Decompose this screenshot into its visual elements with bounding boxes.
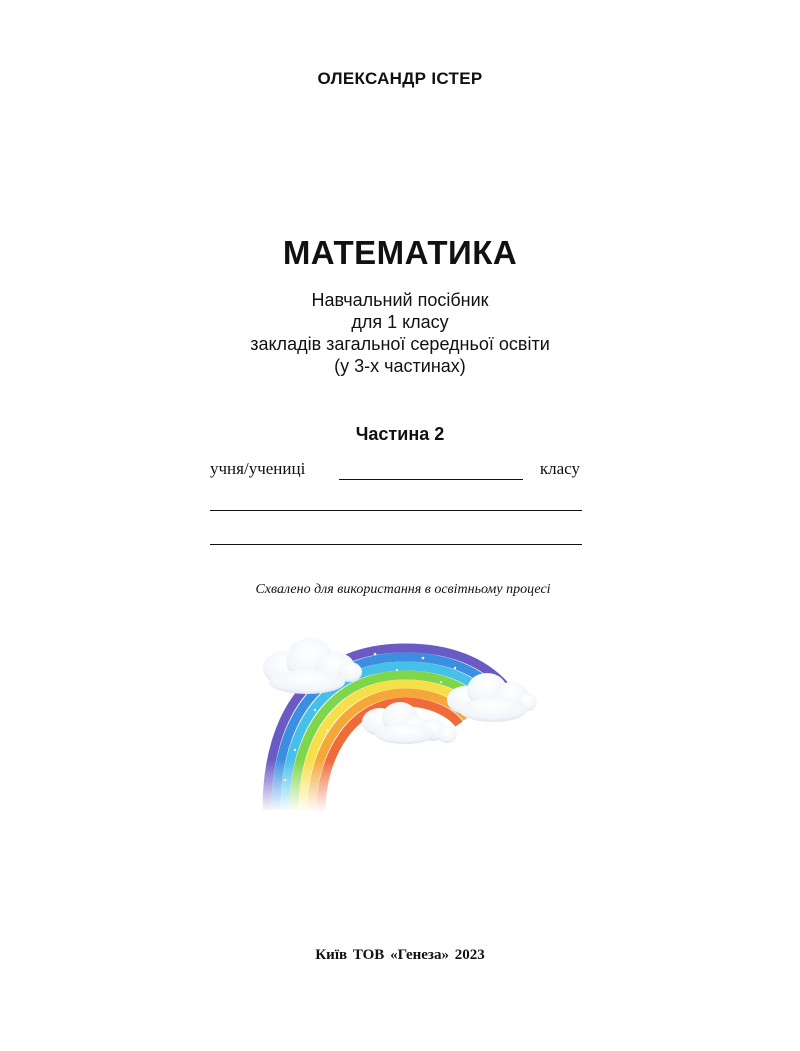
subtitle-line: Навчальний посібник [311,290,489,310]
student-class-line [210,459,582,483]
class-blank-line [339,479,523,480]
book-subtitle [0,289,800,377]
publisher-line: Київ ТОВ «Генеза» 2023 [315,947,485,963]
book-title: МАТЕМАТИКА [282,234,518,271]
rainbow-illustration [255,630,545,810]
class-label: класу [539,459,580,478]
subtitle-line: закладів загальної середньої освіти [250,334,550,354]
part-number: Частина 2 [355,424,445,444]
author-name: ОЛЕКСАНДР ІСТЕР [317,69,483,88]
student-name-line-2 [210,544,582,545]
subtitle-line: для 1 класу [351,312,449,332]
subtitle-line: (у 3-х частинах) [334,356,466,376]
approval-note: Схвалено для використання в освітньому процесі [255,582,551,597]
student-name-line [210,510,582,511]
student-label: учня/учениці [210,459,306,478]
